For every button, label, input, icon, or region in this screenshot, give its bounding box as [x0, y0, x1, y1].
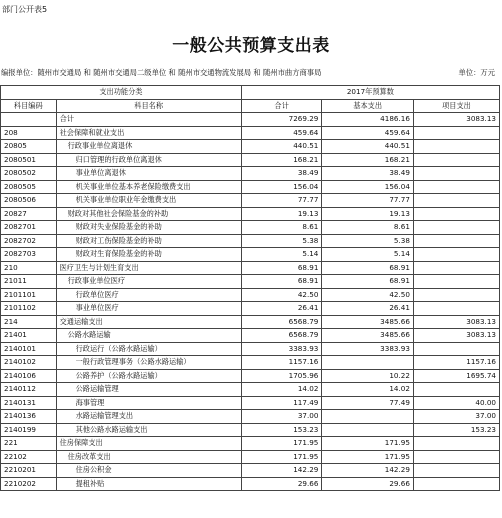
cell-name: 归口管理的行政单位离退休: [56, 153, 241, 167]
cell-total: 142.29: [241, 464, 322, 478]
cell-total: 6568.79: [241, 329, 322, 343]
cell-basic: 440.51: [322, 140, 414, 154]
cell-total: 38.49: [241, 167, 322, 181]
column-header-basic: 基本支出: [322, 99, 414, 113]
cell-basic: 168.21: [322, 153, 414, 167]
cell-project: [413, 248, 499, 262]
cell-code: 20805: [1, 140, 57, 154]
cell-code: 2140106: [1, 369, 57, 383]
cell-name: 提租补贴: [56, 477, 241, 491]
cell-project: [413, 437, 499, 451]
cell-project: 1157.16: [413, 356, 499, 370]
cell-name: 财政对生育保险基金的补助: [56, 248, 241, 262]
cell-project: [413, 126, 499, 140]
cell-basic: 171.95: [322, 450, 414, 464]
cell-name: 公路运输管理: [56, 383, 241, 397]
cell-basic: 5.38: [322, 234, 414, 248]
cell-code: 21011: [1, 275, 57, 289]
table-row: [1, 180, 500, 194]
cell-total: 459.64: [241, 126, 322, 140]
cell-project: 153.23: [413, 423, 499, 437]
cell-code: 22102: [1, 450, 57, 464]
cell-project: [413, 140, 499, 154]
cell-total: 6568.79: [241, 315, 322, 329]
cell-code: 221: [1, 437, 57, 451]
cell-total: 156.04: [241, 180, 322, 194]
table-row: [1, 126, 500, 140]
cell-total: 7269.29: [241, 113, 322, 127]
cell-total: 5.38: [241, 234, 322, 248]
table-row: [1, 234, 500, 248]
cell-project: 3083.13: [413, 315, 499, 329]
cell-total: 8.61: [241, 221, 322, 235]
currency-unit-label: 单位：万元: [458, 68, 495, 77]
budget-group-header: 2017年预算数: [241, 86, 499, 100]
cell-name: 机关事业单位职业年金缴费支出: [56, 194, 241, 208]
cell-basic: 459.64: [322, 126, 414, 140]
budget-expenditure-table: [0, 85, 500, 491]
table-row: [1, 194, 500, 208]
cell-code: 2080505: [1, 180, 57, 194]
table-row: [1, 477, 500, 491]
cell-name: 行政运行（公路水路运输）: [56, 342, 241, 356]
classification-group-header: 支出功能分类: [1, 86, 242, 100]
page-title: 一般公共预算支出表: [172, 36, 330, 56]
cell-code: 210: [1, 261, 57, 275]
cell-project: [413, 464, 499, 478]
cell-total: 171.95: [241, 450, 322, 464]
cell-project: [413, 477, 499, 491]
cell-name: 其他公路水路运输支出: [56, 423, 241, 437]
table-body: [1, 113, 500, 491]
cell-basic: 8.61: [322, 221, 414, 235]
cell-code: 214: [1, 315, 57, 329]
cell-project: [413, 153, 499, 167]
cell-total: 440.51: [241, 140, 322, 154]
column-header-row: [1, 99, 500, 113]
cell-total: 168.21: [241, 153, 322, 167]
cell-project: [413, 275, 499, 289]
cell-name: 合计: [56, 113, 241, 127]
cell-project: 3083.13: [413, 113, 499, 127]
cell-basic: 19.13: [322, 207, 414, 221]
cell-total: 37.00: [241, 410, 322, 424]
cell-basic: 26.41: [322, 302, 414, 316]
cell-project: [413, 167, 499, 181]
cell-basic: 14.02: [322, 383, 414, 397]
cell-total: 1705.96: [241, 369, 322, 383]
cell-name: 住房改革支出: [56, 450, 241, 464]
cell-basic: 68.91: [322, 261, 414, 275]
cell-project: [413, 288, 499, 302]
cell-code: 2080502: [1, 167, 57, 181]
table-row: [1, 302, 500, 316]
cell-project: 1695.74: [413, 369, 499, 383]
cell-code: 2210202: [1, 477, 57, 491]
cell-basic: [322, 410, 414, 424]
cell-code: 2140101: [1, 342, 57, 356]
table-row: [1, 396, 500, 410]
cell-code: 21401: [1, 329, 57, 343]
column-header-name: 科目名称: [56, 99, 241, 113]
cell-total: 153.23: [241, 423, 322, 437]
cell-code: 2082701: [1, 221, 57, 235]
cell-name: 财政对其他社会保险基金的补助: [56, 207, 241, 221]
table-row: [1, 261, 500, 275]
cell-basic: 68.91: [322, 275, 414, 289]
table-row: [1, 275, 500, 289]
cell-code: 2140199: [1, 423, 57, 437]
cell-name: 公路水路运输: [56, 329, 241, 343]
cell-name: 事业单位离退休: [56, 167, 241, 181]
cell-code: 2080506: [1, 194, 57, 208]
cell-basic: 171.95: [322, 437, 414, 451]
cell-project: [413, 221, 499, 235]
table-row: [1, 423, 500, 437]
cell-total: 42.50: [241, 288, 322, 302]
cell-basic: 3383.93: [322, 342, 414, 356]
cell-name: 一般行政管理事务（公路水路运输）: [56, 356, 241, 370]
cell-project: [413, 207, 499, 221]
cell-project: [413, 450, 499, 464]
cell-name: 财政对工伤保险基金的补助: [56, 234, 241, 248]
table-row: [1, 288, 500, 302]
cell-project: [413, 342, 499, 356]
table-row: [1, 167, 500, 181]
cell-code: 2210201: [1, 464, 57, 478]
cell-basic: 38.49: [322, 167, 414, 181]
cell-code: 20827: [1, 207, 57, 221]
cell-total: 19.13: [241, 207, 322, 221]
table-row: [1, 450, 500, 464]
table-row: [1, 248, 500, 262]
cell-project: 37.00: [413, 410, 499, 424]
table-row: [1, 342, 500, 356]
cell-basic: 42.50: [322, 288, 414, 302]
cell-project: [413, 194, 499, 208]
cell-name: 公路养护（公路水路运输）: [56, 369, 241, 383]
cell-name: 行政事业单位离退休: [56, 140, 241, 154]
table-row: [1, 329, 500, 343]
reporting-unit-label: 编报单位：随州市交通局 和 随州市交通局二级单位 和 随州市交通物流发展局 和 随州市曲方商事局: [1, 68, 322, 77]
cell-code: 2080501: [1, 153, 57, 167]
cell-total: 1157.16: [241, 356, 322, 370]
cell-code: 2140112: [1, 383, 57, 397]
cell-name: 海事管理: [56, 396, 241, 410]
table-row: [1, 356, 500, 370]
table-row: [1, 153, 500, 167]
column-header-total: 合计: [241, 99, 322, 113]
cell-total: 171.95: [241, 437, 322, 451]
cell-total: 117.49: [241, 396, 322, 410]
cell-basic: 10.22: [322, 369, 414, 383]
table-row: [1, 221, 500, 235]
table-row: [1, 369, 500, 383]
cell-basic: 156.04: [322, 180, 414, 194]
cell-code: 2140136: [1, 410, 57, 424]
cell-name: 医疗卫生与计划生育支出: [56, 261, 241, 275]
cell-code: 2140131: [1, 396, 57, 410]
cell-code: [1, 113, 57, 127]
table-row: [1, 140, 500, 154]
cell-name: 行政单位医疗: [56, 288, 241, 302]
cell-total: 29.66: [241, 477, 322, 491]
cell-name: 交通运输支出: [56, 315, 241, 329]
cell-name: 事业单位医疗: [56, 302, 241, 316]
cell-basic: 3485.66: [322, 329, 414, 343]
table-row: [1, 383, 500, 397]
cell-project: [413, 180, 499, 194]
cell-project: [413, 261, 499, 275]
table-row: [1, 437, 500, 451]
column-header-code: 科目编码: [1, 99, 57, 113]
cell-name: 住房公积金: [56, 464, 241, 478]
cell-code: 2140102: [1, 356, 57, 370]
cell-code: 208: [1, 126, 57, 140]
cell-basic: 29.66: [322, 477, 414, 491]
cell-name: 行政事业单位医疗: [56, 275, 241, 289]
table-row: [1, 410, 500, 424]
group-header-row: [1, 86, 500, 100]
cell-basic: 3485.66: [322, 315, 414, 329]
cell-total: 68.91: [241, 261, 322, 275]
cell-project: 3083.13: [413, 329, 499, 343]
table-row: [1, 113, 500, 127]
cell-project: [413, 302, 499, 316]
cell-name: 财政对失业保险基金的补助: [56, 221, 241, 235]
cell-name: 水路运输管理支出: [56, 410, 241, 424]
cell-name: 机关事业单位基本养老保险缴费支出: [56, 180, 241, 194]
cell-code: 2101101: [1, 288, 57, 302]
reporting-info-row: [1, 68, 501, 80]
cell-code: 2082703: [1, 248, 57, 262]
table-row: [1, 315, 500, 329]
cell-total: 26.41: [241, 302, 322, 316]
cell-total: 3383.93: [241, 342, 322, 356]
cell-project: [413, 383, 499, 397]
cell-basic: 5.14: [322, 248, 414, 262]
cell-total: 5.14: [241, 248, 322, 262]
column-header-project: 项目支出: [413, 99, 499, 113]
cell-project: 40.00: [413, 396, 499, 410]
cell-total: 14.02: [241, 383, 322, 397]
cell-basic: 4186.16: [322, 113, 414, 127]
cell-basic: [322, 423, 414, 437]
table-row: [1, 207, 500, 221]
cell-basic: 77.77: [322, 194, 414, 208]
cell-code: 2082702: [1, 234, 57, 248]
cell-project: [413, 234, 499, 248]
cell-basic: [322, 356, 414, 370]
form-number-label: 部门公开表5: [2, 5, 48, 14]
cell-total: 68.91: [241, 275, 322, 289]
cell-basic: 77.49: [322, 396, 414, 410]
cell-name: 住房保障支出: [56, 437, 241, 451]
cell-basic: 142.29: [322, 464, 414, 478]
cell-name: 社会保障和就业支出: [56, 126, 241, 140]
cell-code: 2101102: [1, 302, 57, 316]
table-row: [1, 464, 500, 478]
cell-total: 77.77: [241, 194, 322, 208]
